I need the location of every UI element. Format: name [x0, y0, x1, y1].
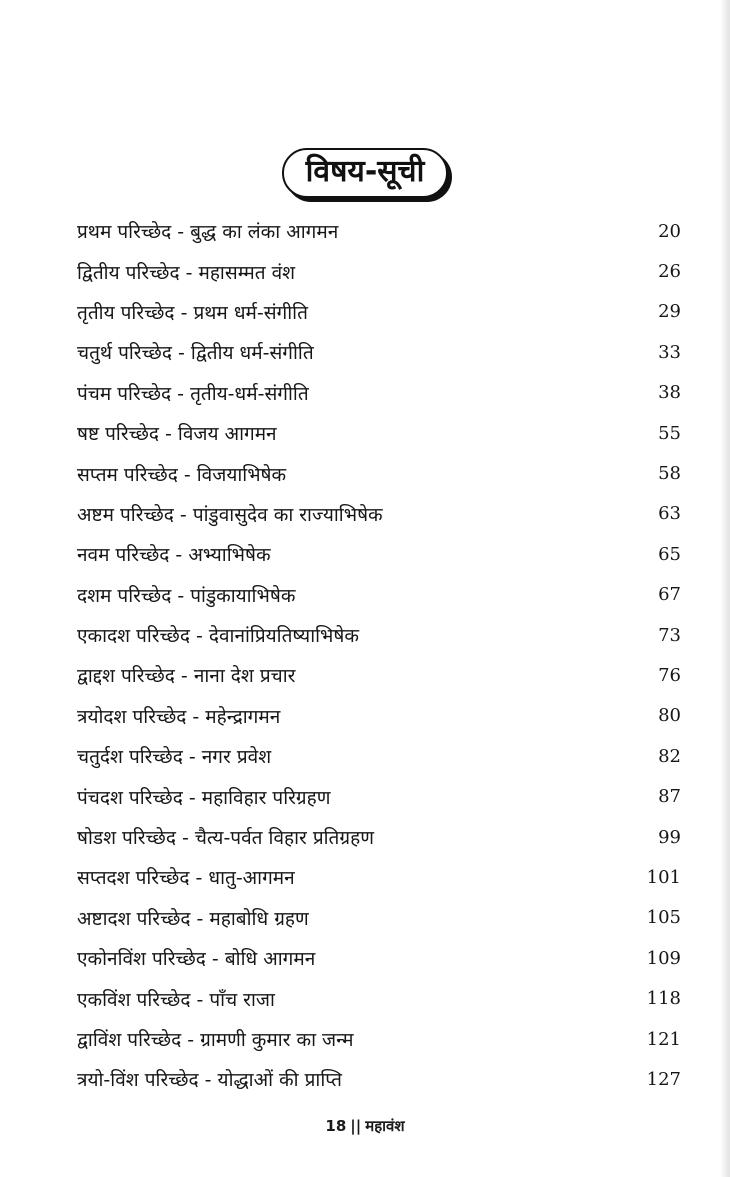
table-of-contents — [77, 211, 681, 1100]
footer-page-number: 18 — [325, 1117, 347, 1135]
toc-entry-label: पंचदश परिच्छेद - महाविहार परिग्रहण — [77, 786, 331, 809]
toc-entry-page: 105 — [646, 907, 681, 929]
toc-entry-label: द्वाविंश परिच्छेद - ग्रामणी कुमार का जन्म — [77, 1029, 354, 1051]
footer-separator: || — [350, 1117, 362, 1135]
page-footer — [0, 1116, 730, 1136]
toc-entry-page: 73 — [658, 624, 681, 646]
toc-entry — [77, 494, 681, 534]
toc-entry — [77, 938, 681, 978]
toc-entry — [77, 211, 681, 251]
toc-entry-page: 127 — [646, 1068, 681, 1090]
toc-entry-label: सप्तम परिच्छेद - विजयाभिषेक — [77, 463, 287, 486]
toc-entry-page: 87 — [658, 786, 681, 808]
toc-entry — [77, 978, 681, 1018]
toc-entry-label: द्वाद्दश परिच्छेद - नाना देश प्रचार — [77, 665, 296, 688]
toc-entry-page: 63 — [658, 503, 681, 525]
page-title: विषय-सूची — [282, 148, 449, 198]
toc-entry-label: द्वितीय परिच्छेद - महासम्मत वंश — [77, 261, 296, 284]
toc-entry — [77, 776, 681, 816]
toc-entry-page: 118 — [646, 988, 681, 1010]
toc-entry-page: 26 — [658, 261, 681, 283]
toc-entry-label: एकविंश परिच्छेद - पाँच राजा — [77, 988, 275, 1011]
toc-entry-label: एकादश परिच्छेद - देवानांप्रियतिष्याभिषेक — [77, 625, 359, 648]
footer-book-title: महावंश — [365, 1117, 405, 1135]
toc-entry — [77, 534, 681, 574]
toc-entry — [77, 575, 681, 615]
toc-entry-label: सप्तदश परिच्छेद - धातु-आगमन — [77, 867, 295, 890]
toc-entry-page: 58 — [658, 463, 681, 485]
toc-entry-label: षष्ट परिच्छेद - विजय आगमन — [77, 423, 277, 446]
toc-entry-page: 82 — [658, 745, 681, 767]
toc-entry-page: 65 — [658, 543, 681, 565]
toc-entry — [77, 736, 681, 776]
title-area — [0, 148, 730, 198]
toc-entry — [77, 251, 681, 291]
toc-entry-label: चतुर्दश परिच्छेद - नगर प्रवेश — [77, 746, 272, 769]
toc-entry-label: अष्टम परिच्छेद - पांडुवासुदेव का राज्याभिषेक — [77, 503, 383, 526]
toc-entry-label: एकोनविंश परिच्छेद - बोधि आगमन — [77, 948, 316, 971]
toc-entry-label: त्रयो-विंश परिच्छेद - योद्धाओं की प्राप्ति — [77, 1069, 342, 1092]
toc-entry-page: 121 — [646, 1028, 681, 1050]
toc-entry-page: 33 — [658, 341, 681, 363]
toc-entry — [77, 1019, 681, 1059]
toc-entry-page: 67 — [658, 584, 681, 606]
toc-entry — [77, 453, 681, 493]
toc-entry-label: नवम परिच्छेद - अभ्याभिषेक — [77, 544, 271, 567]
toc-entry — [77, 857, 681, 897]
toc-entry-page: 76 — [658, 664, 681, 686]
toc-entry-label: षोडश परिच्छेद - चैत्य-पर्वत विहार प्रतिग्रहण — [77, 827, 374, 850]
toc-entry-page: 55 — [658, 422, 681, 444]
toc-entry — [77, 413, 681, 453]
toc-entry-label: पंचम परिच्छेद - तृतीय-धर्म-संगीति — [77, 382, 309, 405]
toc-entry — [77, 817, 681, 857]
toc-entry — [77, 373, 681, 413]
toc-entry-page: 109 — [646, 947, 681, 969]
toc-entry-label: दशम परिच्छेद - पांडुकायाभिषेक — [77, 584, 296, 607]
toc-entry-page: 20 — [658, 220, 681, 242]
toc-entry — [77, 898, 681, 938]
toc-entry — [77, 655, 681, 695]
toc-entry — [77, 292, 681, 332]
toc-entry-page: 99 — [658, 826, 681, 848]
toc-entry — [77, 1059, 681, 1099]
toc-entry — [77, 696, 681, 736]
toc-entry — [77, 615, 681, 655]
toc-entry — [77, 332, 681, 372]
toc-entry-page: 38 — [658, 382, 681, 404]
toc-entry-label: त्रयोदश परिच्छेद - महेन्द्रागमन — [77, 705, 281, 728]
toc-entry-label: तृतीय परिच्छेद - प्रथम धर्म-संगीति — [77, 301, 308, 324]
toc-entry-label: चतुर्थ परिच्छेद - द्वितीय धर्म-संगीति — [77, 342, 314, 365]
toc-entry-page: 101 — [646, 866, 681, 888]
toc-entry-page: 80 — [658, 705, 681, 727]
toc-entry-label: अष्टादश परिच्छेद - महाबोधि ग्रहण — [77, 907, 309, 930]
toc-entry-label: प्रथम परिच्छेद - बुद्ध का लंका आगमन — [77, 221, 339, 244]
toc-entry-page: 29 — [658, 301, 681, 323]
